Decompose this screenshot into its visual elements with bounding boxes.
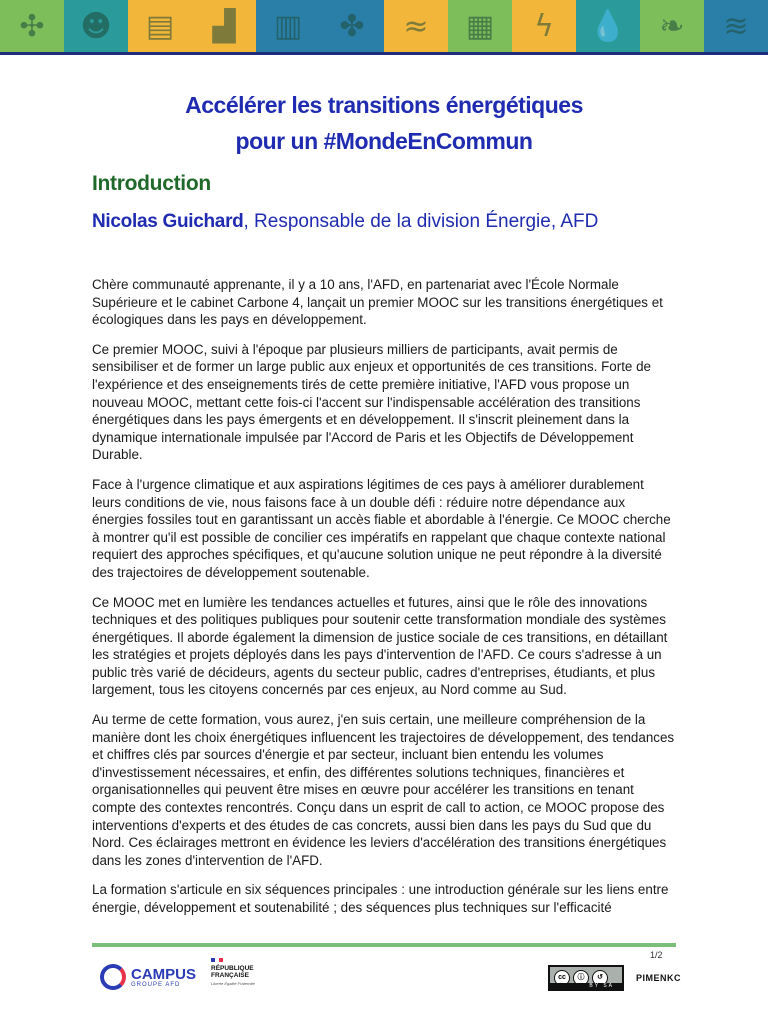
cc-icon: cc xyxy=(554,970,570,986)
banner-tile xyxy=(448,0,512,52)
section-heading: Introduction xyxy=(92,172,211,195)
banner-tile xyxy=(704,0,768,52)
banner-tile xyxy=(256,0,320,52)
banner-tile xyxy=(320,0,384,52)
campus-sub: GROUPE AFD xyxy=(131,981,181,988)
paragraph: Chère communauté apprenante, il y a 10 ans, l'AFD, en partenariat avec l'École Normale Supérieure et le cabinet Carbone 4, lançait un premier MOOC sur les transitions énergétiques et écologiques dans les pays en développement. xyxy=(92,277,663,328)
banner-tile xyxy=(128,0,192,52)
people-icon: ☻ xyxy=(80,8,112,44)
paragraph: Ce MOOC met en lumière les tendances actuelles et futures, ainsi que le rôle des innovations techniques et des politiques publiques pour soutenir cette transformation mondiale des systèmes énergétiques. Il aborde également la dimension de justice sociale de ces transitions, en détaillant les stratégies et projets déployés dans les pays d'intervention de l'AFD. Ce cours s'adresse à un public très varié de décideurs, agents du secteur public, cadres d'entreprises, étudiants, et plus largement, tous les citoyens concernés par ces enjeux, au Nord comme au Sud. xyxy=(92,594,668,698)
header-banner xyxy=(0,0,768,52)
banner-tile xyxy=(64,0,128,52)
publisher-logo: PIMENKC xyxy=(636,973,682,983)
banner-rule xyxy=(0,52,768,55)
solar-panel-icon: ▦ xyxy=(465,8,495,44)
banner-tile xyxy=(384,0,448,52)
body-text xyxy=(92,276,676,929)
rising-bars-icon: ▟ xyxy=(212,8,236,44)
paragraph: Au terme de cette formation, vous aurez, j'en suis certain, une meilleure compréhension de la manière dont les choix énergétiques influencent les trajectoires de développement, des tendances et chiffres clés par sources d'énergie et par secteur, incluant bien entendu les volumes d'investissement nécessaires, et enfin, des différentes solutions techniques, financières et organisationnelles qui peuvent être mises en œuvre pour accélérer les transitions en tenant compte des contextes rencontrés. Conçu dans un esprit de call to action, ce MOOC propose des interventions d'experts et des études de cas concrets, aussi bien dans les pays du Sud que du Nord. Ces éclairages mettront en évidence les leviers d'accélération des transitions énergétiques dans les zones d'intervention de l'AFD. xyxy=(92,712,675,868)
author-line xyxy=(92,211,598,233)
rf-motto: Liberté Égalité Fraternité xyxy=(211,981,255,986)
paragraph: Ce premier MOOC, suivi à l'époque par plusieurs milliers de participants, avait permis de sensibiliser et de former un large public aux enjeux et opportunités de ces transitions. Forte de l'expérience et des enseignements tirés de cette première initiative, l'AFD vous propose un nouveau MOOC, mettant cette fois-ci l'accent sur l'indispensable accélération des transitions énergétiques dans les pays émergents et en développement. Il s'inscrit pleinement dans la dynamique internationale impulsée par l'Accord de Paris et les Objectifs de Développement Durable. xyxy=(92,341,651,463)
footer-rule xyxy=(92,943,676,947)
page-number: 1/2 xyxy=(650,950,663,960)
page-title-line1: Accélérer les transitions énergétiques xyxy=(185,92,583,118)
pinwheel-icon: ✤ xyxy=(339,8,365,44)
waves-icon: ≈ xyxy=(403,8,429,44)
banner-tile xyxy=(192,0,256,52)
banner-tile xyxy=(0,0,64,52)
creative-commons-badge xyxy=(548,965,624,991)
rf-line2: FRANÇAISE xyxy=(211,972,249,979)
paragraph: Face à l'urgence climatique et aux aspirations légitimes de ces pays à améliorer durablement leurs conditions de vie, nous faisons face à un double défi : réduire notre dépendance aux énergies fossiles tout en garantissant un accès fiable et abordable à l'énergie. Ce MOOC cherche à montrer qu'il est possible de concilier ces impératifs en rappelant que chaque contexte national requiert des approches spécifiques, et qu'aucune solution unique ne peut répondre à la diversité des trajectoires de développement soutenable. xyxy=(92,476,671,580)
author-name: Nicolas Guichard xyxy=(92,211,244,232)
leaf-icon: ❧ xyxy=(659,8,685,44)
paragraph: La formation s'articule en six séquences principales : une introduction générale sur les liens entre énergie, développement et soutenabilité ; des séquences plus techniques sur l'efficacité xyxy=(92,882,669,915)
republique-francaise-logo xyxy=(211,958,255,986)
bars-icon: ▤ xyxy=(145,8,175,44)
author-role: , Responsable de la division Énergie, AFD xyxy=(243,211,599,232)
rf-line1: RÉPUBLIQUE xyxy=(211,965,254,972)
wind-turbines-icon: ✣ xyxy=(19,8,45,44)
campus-name: CAMPUS xyxy=(131,965,197,983)
french-flag-icon xyxy=(211,958,223,962)
campus-ring-icon xyxy=(100,964,126,990)
sa-icon: ↺ xyxy=(592,970,608,986)
banner-tile xyxy=(640,0,704,52)
page-title-line2: pour un #MondeEnCommun xyxy=(235,128,533,154)
drop-icon: 💧 xyxy=(589,8,627,44)
cc-label: BY SA xyxy=(550,983,622,989)
building-icon: ▥ xyxy=(273,8,303,44)
wave-lines-icon: ≋ xyxy=(723,8,749,44)
by-icon: ⓘ xyxy=(573,970,589,986)
lightning-icon: ϟ xyxy=(534,8,554,44)
campus-logo xyxy=(100,964,196,990)
banner-tile xyxy=(576,0,640,52)
banner-tile xyxy=(512,0,576,52)
